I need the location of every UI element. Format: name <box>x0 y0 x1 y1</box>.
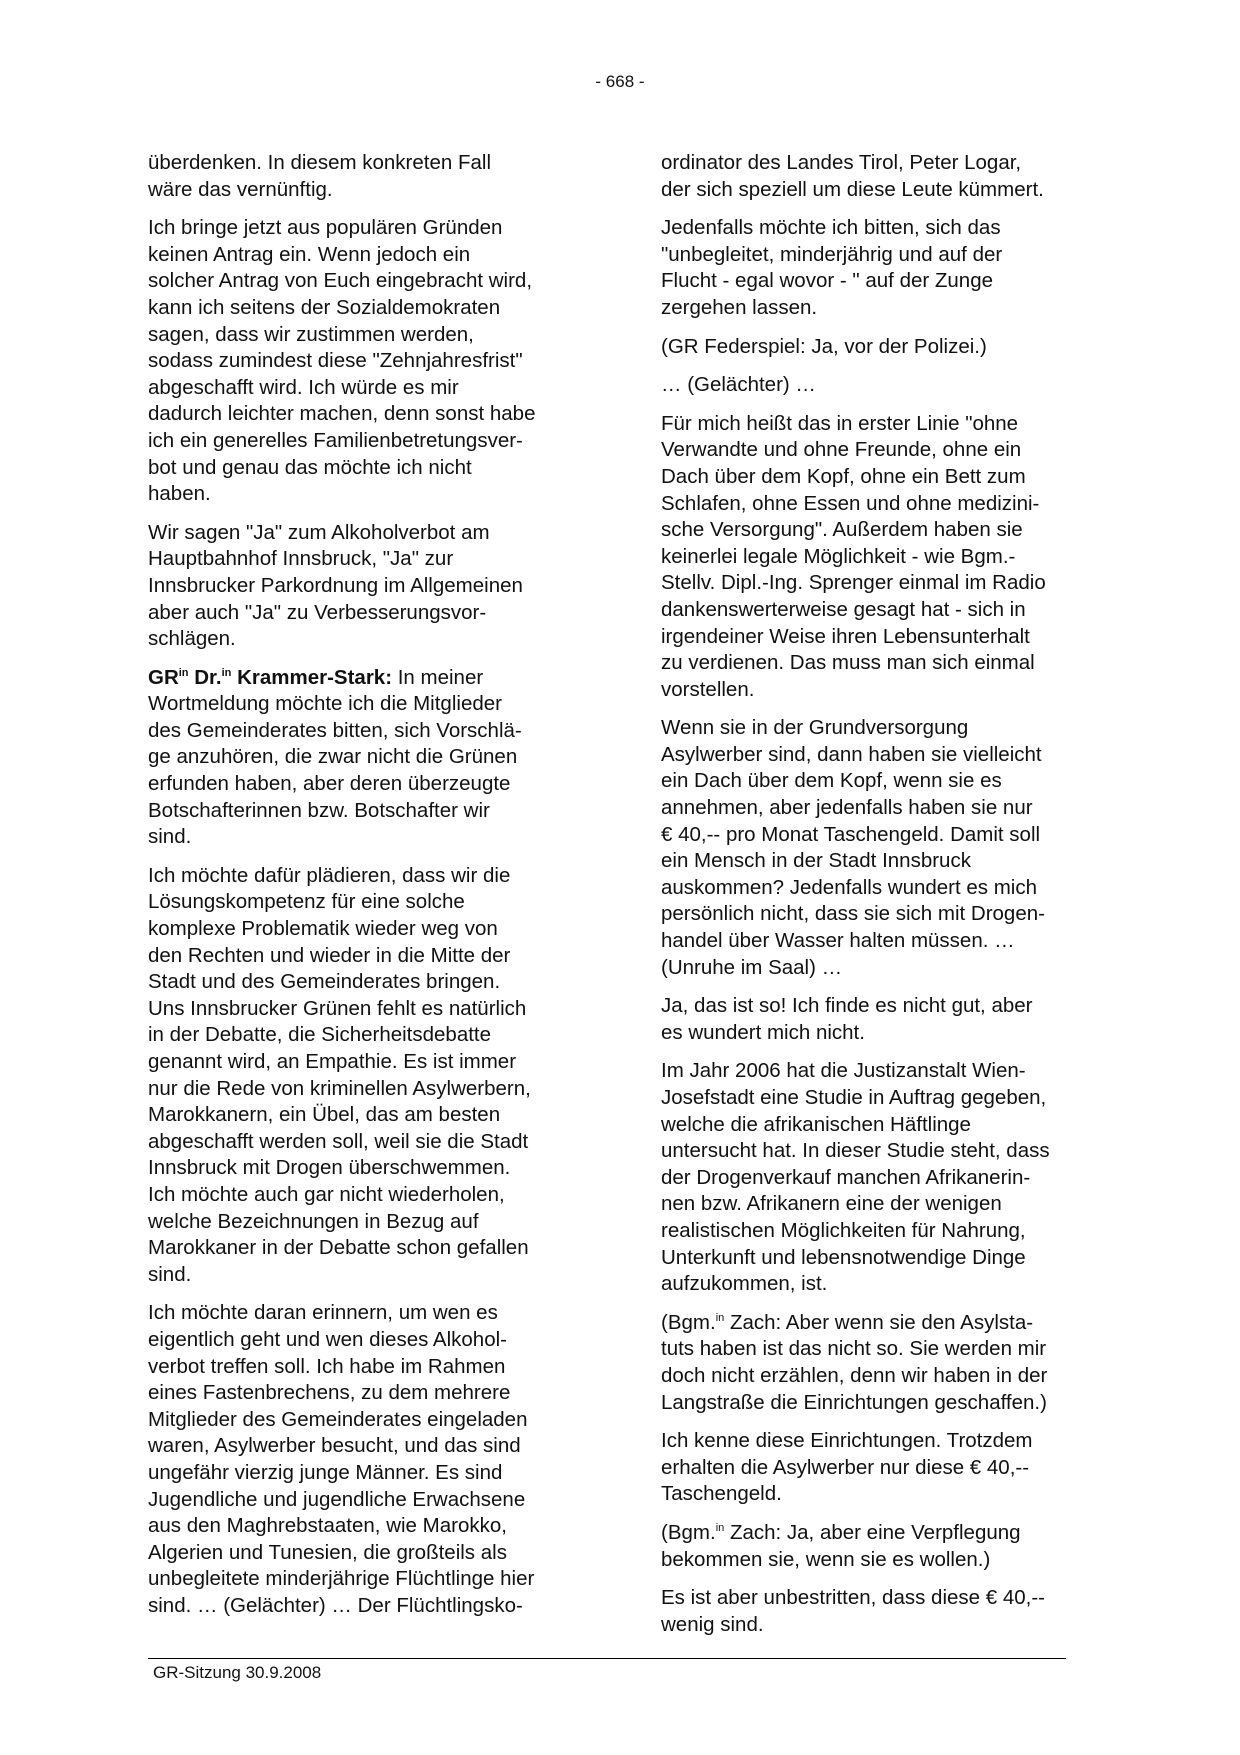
text-line: Wir sagen "Ja" zum Alkoholverbot am <box>148 520 490 544</box>
paragraph <box>661 715 1105 981</box>
text-line: Ja, das ist so! Ich finde es nicht gut, aber <box>661 994 1033 1018</box>
text-line: persönlich nicht, dass sie sich mit Drogen- <box>661 902 1045 926</box>
text-line: der Drogenverkauf manchen Afrikanerin- <box>661 1165 1031 1189</box>
text-line: welche die afrikanischen Häftlinge <box>661 1112 971 1136</box>
text-line: sind. … (Gelächter) … Der Flüchtlingsko- <box>148 1593 523 1617</box>
text-line: Botschafterinnen bzw. Botschafter wir <box>148 798 490 822</box>
text-line: aufzukommen, ist. <box>661 1272 828 1296</box>
footer-divider <box>148 1658 1066 1659</box>
text-line: verbot treffen soll. Ich habe im Rahmen <box>148 1354 506 1378</box>
speaker-line: $GR^{in}$ Dr.$^{in}$ Krammer-Stark: In meiner <box>148 665 484 689</box>
text-line: wenig sind. <box>661 1612 764 1636</box>
interjection: (Bgm.$^{in}$ Zach: Aber wenn sie den Asylsta- tuts haben ist das nicht so. Sie werden mir doch nicht erzählen, denn wir haben in der Langstraße die Einrichtungen geschaffen.) <box>661 1310 1105 1416</box>
text-line: "unbegleitet, minderjährig und auf der <box>661 242 1003 266</box>
paragraph <box>148 215 588 508</box>
text-line: Taschengeld. <box>661 1482 782 1506</box>
text-line: untersucht hat. In dieser Studie steht, dass <box>661 1139 1050 1163</box>
text-line: erfunden haben, aber deren überzeugte <box>148 772 511 796</box>
text-line: unbegleitete minderjährige Flüchtlinge hier <box>148 1567 535 1591</box>
text-line: Mitglieder des Gemeinderates eingeladen <box>148 1407 528 1431</box>
text-line: bekommen sie, wenn sie es wollen.) <box>661 1547 991 1571</box>
text-line: Ich möchte dafür plädieren, dass wir die <box>148 863 511 887</box>
text-line: … (Gelächter) … <box>661 373 816 397</box>
page-number: - 668 - <box>595 72 645 91</box>
interjection: (Bgm.$^{in}$ Zach: Ja, aber eine Verpflegung bekommen sie, wenn sie es wollen.) <box>661 1520 1105 1573</box>
text-line: Algerien und Tunesien, die großteils als <box>148 1540 507 1564</box>
text-line: schlägen. <box>148 627 236 651</box>
paragraph <box>661 993 1105 1046</box>
text-line: welche Bezeichnungen in Bezug auf <box>148 1209 479 1233</box>
text-line: aber auch "Ja" zu Verbesserungsvor- <box>148 600 487 624</box>
text-line: solcher Antrag von Euch eingebracht wird, <box>148 269 533 293</box>
text-line: auskommen? Jedenfalls wundert es mich <box>661 875 1038 899</box>
text-line: ge anzuhören, die zwar nicht die Grünen <box>148 745 518 769</box>
paragraph <box>148 1300 588 1619</box>
text-line: Innsbruck mit Drogen überschwemmen. <box>148 1156 511 1180</box>
text-line: handel über Wasser halten müssen. … <box>661 929 1015 953</box>
text-line: Jugendliche und jugendliche Erwachsene <box>148 1487 526 1511</box>
text-line: Langstraße die Einrichtungen geschaffen.) <box>661 1390 1047 1414</box>
text-line: aus den Maghrebstaaten, wie Marokko, <box>148 1514 507 1538</box>
text-line: es wundert mich nicht. <box>661 1020 865 1044</box>
text-line: waren, Asylwerber besucht, und das sind <box>148 1434 521 1458</box>
text-line: sche Versorgung". Außerdem haben sie <box>661 518 1023 542</box>
text-line: genannt wird, an Empathie. Es ist immer <box>148 1050 517 1073</box>
paragraph <box>661 1585 1105 1638</box>
paragraph <box>661 215 1105 321</box>
text-line: Jedenfalls möchte ich bitten, sich das <box>661 216 1001 240</box>
paragraph <box>661 1428 1105 1508</box>
text-line: Im Jahr 2006 hat die Justizanstalt Wien- <box>661 1059 1026 1083</box>
text-line: dankenswerterweise gesagt hat - sich in <box>661 597 1026 621</box>
speech-text <box>148 691 588 851</box>
left-column <box>148 150 588 1631</box>
text-line: komplexe Problematik wieder weg von <box>148 917 498 941</box>
text-line: sind. <box>148 825 192 849</box>
paragraph <box>661 1058 1105 1297</box>
interjection <box>661 372 1105 399</box>
paragraph <box>661 150 1105 203</box>
text-line: keinerlei legale Möglichkeit - wie Bgm.- <box>661 544 1016 568</box>
text-line: ungefähr vierzig junge Männer. Es sind <box>148 1460 503 1484</box>
text-line: realistischen Möglichkeiten für Nahrung, <box>661 1218 1026 1242</box>
text-line: wäre das vernünftig. <box>148 177 333 201</box>
text-line: sind. <box>148 1262 192 1286</box>
text-line: zergehen lassen. <box>661 295 818 319</box>
text-line: tuts haben ist das nicht so. Sie werden mir <box>661 1337 1047 1361</box>
text-line: Ich kenne diese Einrichtungen. Trotzdem <box>661 1429 1033 1453</box>
text-line: Uns Innsbrucker Grünen fehlt es natürlich <box>148 996 527 1020</box>
right-column <box>661 150 1105 1650</box>
text-line: Wenn sie in der Grundversorgung <box>661 716 969 740</box>
text-line: Unterkunft und lebensnotwendige Dinge <box>661 1245 1026 1269</box>
text-line: ich ein generelles Familienbetretungsver- <box>148 428 523 452</box>
text-line: der sich speziell um diese Leute kümmert. <box>661 177 1044 201</box>
text-line: sodass zumindest diese "Zehnjahresfrist" <box>148 349 523 373</box>
text-line: abgeschafft werden soll, weil sie die Stadt <box>148 1129 529 1153</box>
text-line: € 40,-- pro Monat Taschengeld. Damit soll <box>661 822 1041 846</box>
paragraph <box>148 520 588 653</box>
text-line: kann ich seitens der Sozialdemokraten <box>148 295 501 319</box>
text-line: Josefstadt eine Studie in Auftrag gegeben, <box>661 1086 1047 1109</box>
text-line: eigentlich geht und wen dieses Alkohol- <box>148 1327 507 1351</box>
text-line: Hauptbahnhof Innsbruck, "Ja" zur <box>148 547 454 571</box>
text-line: erhalten die Asylwerber nur diese € 40,-- <box>661 1455 1030 1479</box>
text-line: vorstellen. <box>661 677 755 701</box>
text-line: (Unruhe im Saal) … <box>661 955 843 979</box>
text-line: Flucht - egal wovor - " auf der Zunge <box>661 269 994 293</box>
text-line: Stellv. Dipl.-Ing. Sprenger einmal im Radio <box>661 571 1046 595</box>
text-line: Lösungskompetenz für eine solche <box>148 890 465 914</box>
text-line: doch nicht erzählen, denn wir haben in der <box>661 1363 1048 1387</box>
text-line: Es ist aber unbestritten, dass diese € 40,-- <box>661 1586 1046 1610</box>
text-line: eines Fastenbrechens, zu dem mehrere <box>148 1381 511 1405</box>
text-line: annehmen, aber jedenfalls haben sie nur <box>661 796 1033 820</box>
text-line: zu verdienen. Das muss man sich einmal <box>661 651 1035 675</box>
text-line: keinen Antrag ein. Wenn jedoch ein <box>148 242 471 266</box>
speaker-name: $GR^{in}$ Dr.$^{in}$ Krammer-Stark: <box>148 665 393 689</box>
text-line: Innsbrucker Parkordnung im Allgemeinen <box>148 573 523 597</box>
text-line: Asylwerber sind, dann haben sie vielleicht <box>661 742 1042 766</box>
text-line: haben. <box>148 482 211 506</box>
text-line: Ich möchte auch gar nicht wiederholen, <box>148 1182 505 1206</box>
interjection <box>661 334 1105 361</box>
text-line: ordinator des Landes Tirol, Peter Logar, <box>661 151 1022 174</box>
text-line: (GR Federspiel: Ja, vor der Polizei.) <box>661 334 987 358</box>
text-line: Ich bringe jetzt aus populären Gründen <box>148 216 503 240</box>
text-line: Verwandte und ohne Freunde, ohne ein <box>661 438 1022 462</box>
text-line: ein Dach über dem Kopf, wenn sie es <box>661 769 1002 793</box>
text-line: Stadt und des Gemeinderates bringen. <box>148 970 501 994</box>
paragraph <box>661 411 1105 704</box>
text-line: Marokkanern, ein Übel, das am besten <box>148 1103 501 1127</box>
text-line: irgendeiner Weise ihren Lebensunterhalt <box>661 624 1030 648</box>
text-line: Dach über dem Kopf, ohne ein Bett zum <box>661 464 1026 488</box>
text-line: abgeschafft wird. Ich würde es mir <box>148 375 459 399</box>
text-line: bot und genau das möchte ich nicht <box>148 455 472 479</box>
text-line: Schlafen, ohne Essen und ohne medizini- <box>661 491 1040 515</box>
text-line: überdenken. In diesem konkreten Fall <box>148 151 492 174</box>
text-line: nur die Rede von kriminellen Asylwerbern, <box>148 1076 531 1100</box>
text-line: des Gemeinderates bitten, sich Vorschlä- <box>148 718 522 742</box>
paragraph <box>148 863 588 1289</box>
text-line: in der Debatte, die Sicherheitsdebatte <box>148 1023 492 1047</box>
footer-session-date: GR-Sitzung 30.9.2008 <box>153 1663 322 1682</box>
text-line: den Rechten und wieder in die Mitte der <box>148 943 511 967</box>
paragraph <box>148 150 588 203</box>
speaker-paragraph <box>148 665 588 851</box>
text-line: Für mich heißt das in erster Linie "ohne <box>661 411 1019 435</box>
text-line: Marokkaner in der Debatte schon gefallen <box>148 1236 529 1260</box>
text-line: ein Mensch in der Stadt Innsbruck <box>661 849 971 873</box>
text-line: Wortmeldung möchte ich die Mitglieder <box>148 692 502 716</box>
text-line: Ich möchte daran erinnern, um wen es <box>148 1301 498 1325</box>
text-line: sagen, dass wir zustimmen werden, <box>148 322 474 346</box>
text-line: dadurch leichter machen, denn sonst habe <box>148 402 536 426</box>
text-line: nen bzw. Afrikanern eine der wenigen <box>661 1192 1002 1216</box>
